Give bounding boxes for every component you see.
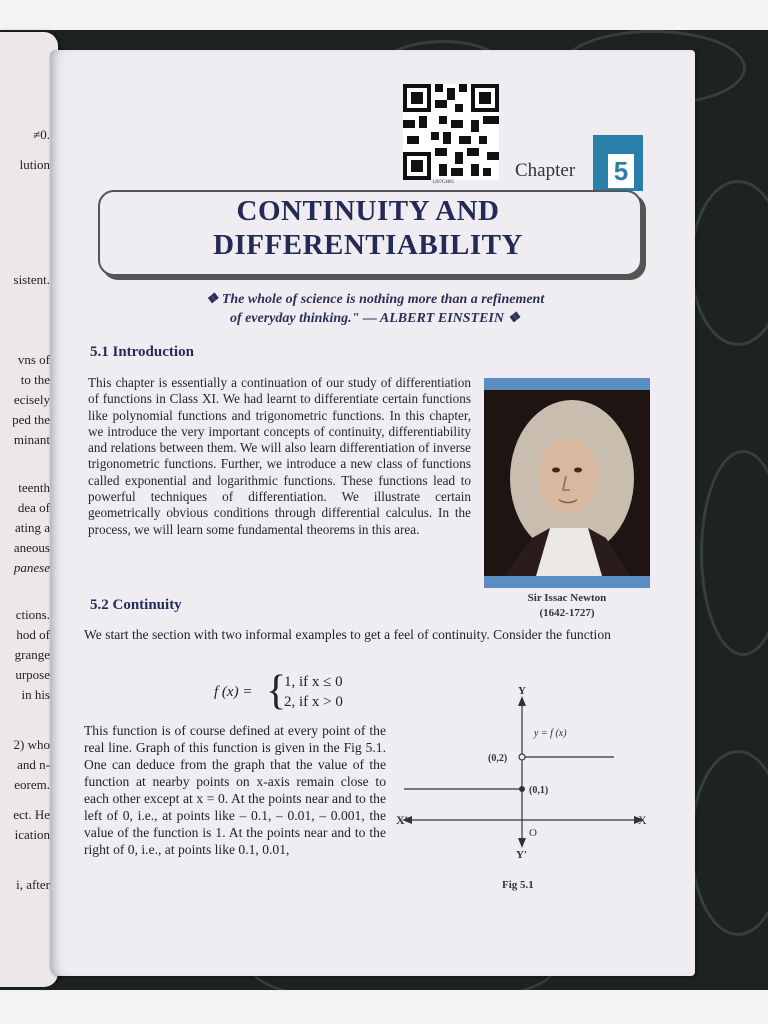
point-b-label: (0,1) xyxy=(529,785,549,796)
formula-lhs: f (x) = xyxy=(214,684,253,700)
title-line-1: CONTINUITY AND xyxy=(236,195,500,227)
left-fragment: teenth xyxy=(18,480,50,495)
left-fragment: and n- xyxy=(17,757,50,772)
left-fragment: aneous xyxy=(13,540,50,555)
left-fragment: i, after xyxy=(16,877,50,892)
portrait-drawing xyxy=(484,378,650,588)
continuity-paragraph: This function is of course defined at every point of the real line. Graph of this function is given in the Fig 5.1. One can deduce from the graph that the value of the function at nearby points on x-axis remain close to each other except at x = 0. At the points near and to the left of 0, i.e., at points like – 0.1, – 0.01, – 0.001, the value of the function is 1. At the points near and to the right of 0, i.e., at points like 0.1, 0.01, xyxy=(84,723,386,857)
left-fragment: vns of xyxy=(17,352,50,367)
closed-point xyxy=(519,786,525,792)
left-fragment: sistent. xyxy=(13,272,50,287)
left-fragment: urpose xyxy=(15,667,50,682)
title-line-2: DIFFERENTIABILITY xyxy=(213,229,523,261)
left-fragment: 2) who xyxy=(13,737,50,752)
y-axis-arrow-up xyxy=(518,696,526,706)
left-fragment: to the xyxy=(20,372,50,387)
chapter-label: Chapter xyxy=(515,160,576,181)
point-a-label: (0,2) xyxy=(488,753,508,764)
y-axis-label: Y xyxy=(518,685,526,697)
left-fragment: dea of xyxy=(17,500,50,515)
y-axis-arrow-down xyxy=(518,838,526,848)
y-neg-label: Y′ xyxy=(516,849,528,861)
step-function-graph xyxy=(392,680,654,900)
formula-case-1: 1, if x ≤ 0 xyxy=(284,674,343,690)
qr-code-icon xyxy=(403,84,499,180)
epigraph-quote xyxy=(150,290,600,328)
qr-code-label: 1207CH05 xyxy=(432,180,454,185)
left-fragment: ecisely xyxy=(13,392,50,407)
introduction-paragraph: This chapter is essentially a continuation of our study of differentiation of functions in Class XI. We had learnt to differentiate certain functions like polynomial functions and trigonometric functions. In this chapter, we introduce the very important concepts of continuity, differentiability and relations between them. We will also learn differentiation of inverse trigonometric functions. Further, we introduce a new class of functions called exponential and logarithmic functions. These functions lead to powerful techniques of differentiation. We illustrate certain geometrically obvious conditions through differential calculus. In the process, we will learn some fundamental theorems in this area. xyxy=(88,375,471,537)
left-fragment: grange xyxy=(14,647,50,662)
left-fragment: lution xyxy=(19,157,50,172)
formula-brace: { xyxy=(266,668,287,714)
continuity-intro: We start the section with two informal examples to get a feel of continuity. Consider the function xyxy=(84,627,611,642)
chapter-number: 5 xyxy=(608,154,634,188)
x-neg-label: X′ xyxy=(396,813,409,827)
left-fragment: ication xyxy=(14,827,50,842)
left-fragment: minant xyxy=(13,432,50,447)
left-fragment: hod of xyxy=(16,627,50,642)
portrait-border-top xyxy=(484,378,650,390)
left-fragment: ped the xyxy=(12,412,50,427)
origin-label: O xyxy=(529,827,537,839)
left-fragment: ect. He xyxy=(13,807,50,822)
section-heading-continuity: 5.2 Continuity xyxy=(90,597,182,613)
curve-label: y = f (x) xyxy=(534,728,567,739)
left-fragment: panese xyxy=(13,560,50,575)
portrait-border-bottom xyxy=(484,576,650,588)
left-fragment: ≠0. xyxy=(33,127,50,142)
quote-line-1: ❖ The whole of science is nothing more than a refinement xyxy=(205,292,545,307)
left-fragment: ating a xyxy=(14,520,50,535)
quote-line-2: of everyday thinking." — ALBERT EINSTEIN ❖ xyxy=(229,311,521,326)
open-point xyxy=(519,754,525,760)
section-heading-introduction: 5.1 Introduction xyxy=(90,344,194,360)
chapter-title xyxy=(98,194,638,262)
figure-caption: Fig 5.1 xyxy=(502,879,534,891)
left-fragment: ctions. xyxy=(15,607,50,622)
x-axis-label: X xyxy=(638,813,647,827)
left-fragment: in his xyxy=(21,687,50,702)
portrait-caption-name: Sir Issac Newton xyxy=(527,592,607,604)
formula-case-2: 2, if x > 0 xyxy=(284,694,343,710)
newton-portrait xyxy=(484,378,650,588)
portrait-caption-years: (1642-1727) xyxy=(539,607,595,619)
left-fragment: eorem. xyxy=(14,777,50,792)
